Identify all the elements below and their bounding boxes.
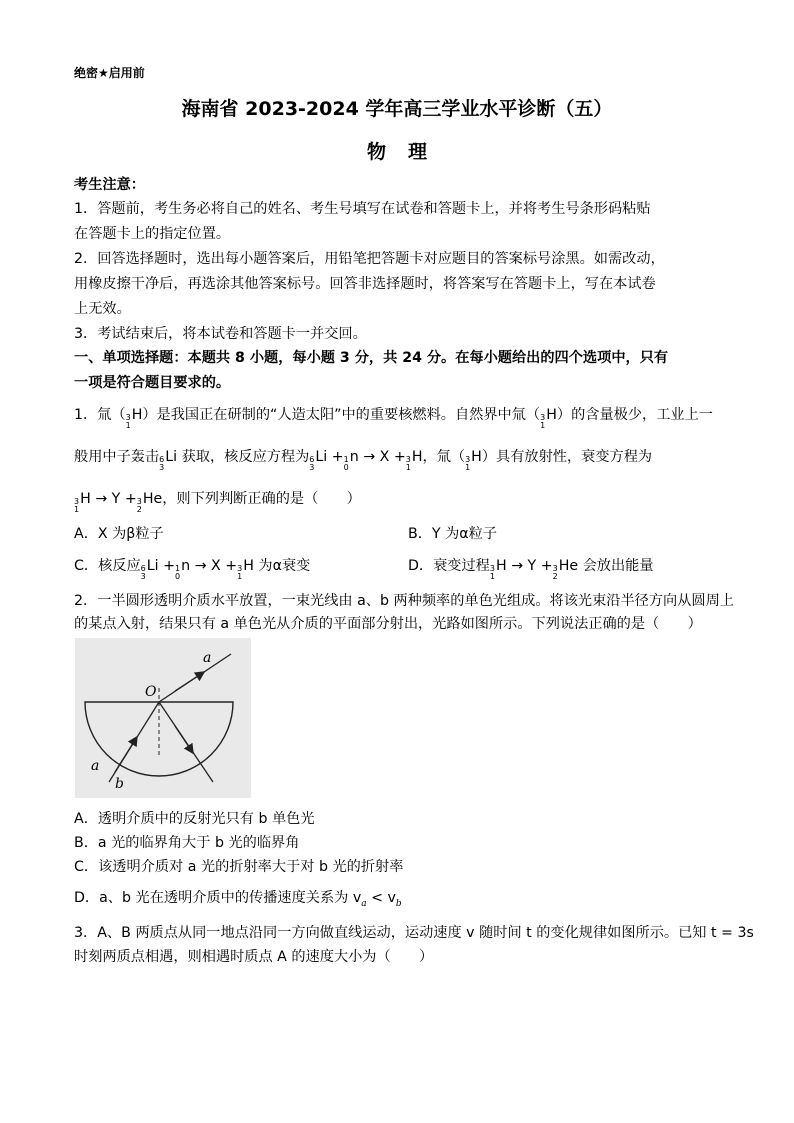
semicircle-optics-figure: [75, 638, 251, 798]
subject-title: 物理: [366, 141, 449, 163]
option-b: B．Y 为α粒子: [408, 526, 498, 542]
notice-line: 2．回答选择题时，选出每小题答案后，用铅笔把答题卡对应题目的答案标号涂黑。如需改动，: [74, 251, 665, 267]
question-3-line: 时刻两质点相遇，则相遇时质点 A 的速度大小为（ ）: [74, 949, 434, 965]
exam-title: 海南省 2023-2024 学年高三学业水平诊断（五）: [181, 98, 613, 120]
question-1-line: 3 1 H → Y + 3 2 He，则下列判断正确的是（ ）: [74, 491, 361, 514]
notice-line: 3．考试结束后，将本试卷和答题卡一并交回。: [74, 326, 367, 342]
optics-diagram: [75, 638, 251, 798]
notice-line: 上无效。: [74, 301, 131, 317]
notice-line: 1．答题前，考生务必将自己的姓名、考生号填写在试卷和答题卡上，并将考生号条形码粘贴: [74, 201, 651, 217]
option-d: D．a、b 光在透明介质中的传播速度关系为 $v_a < v_b$: [74, 890, 402, 909]
section-heading: 一、单项选择题：本题共 8 小题，每小题 3 分，共 24 分。在每小题给出的四个选项中，只有: [74, 350, 669, 366]
label-a-out: a: [203, 650, 212, 666]
question-2-line: 2．一半圆形透明介质水平放置，一束光线由 a、b 两种频率的单色光组成。将该光束沿半径方向从圆周上: [74, 593, 734, 609]
label-a-in: a: [91, 758, 100, 774]
notice-heading: 考生注意：: [74, 177, 145, 193]
notice-line: 用橡皮擦干净后，再选涂其他答案标号。回答非选择题时，将答案写在答题卡上，写在本试卷: [74, 276, 656, 292]
question-2-line: 的某点入射，结果只有 a 单色光从介质的平面部分射出，光路如图所示。下列说法正确的是（ ）: [74, 616, 702, 632]
option-d: D．衰变过程 3 1 H → Y + 3 2 He 会放出能量: [408, 558, 654, 581]
label-O: O: [145, 684, 157, 700]
option-c: C．该透明介质对 a 光的折射率大于对 b 光的折射率: [74, 859, 404, 875]
question-3-line: 3．A、B 两质点从同一地点沿同一方向做直线运动，运动速度 v 随时间 t 的变化规律如图所示。已知 t = 3s: [74, 925, 754, 941]
label-b-in: b: [115, 776, 124, 792]
confidential-label: 绝密★启用前: [74, 66, 145, 80]
notice-line: 在答题卡上的指定位置。: [74, 226, 231, 242]
option-c: C．核反应 6 3 Li + 1 0 n → X + 3 1 H 为α衰变: [74, 558, 311, 581]
question-1-line: 1．氚（ 3 1 H）是我国正在研制的“人造太阳”中的重要核燃料。自然界中氚（ 3 1 H）的含量极少，工业上一: [74, 407, 713, 430]
question-1-line: 般用中子轰击 6 3 Li 获取，核反应方程为 6 3 Li + 1 0 n → X + 3 1 H，氚（ 3 1 H）具有放射性，衰变方程为: [74, 449, 653, 472]
section-heading: 一项是符合题目要求的。: [74, 375, 231, 391]
option-b: B．a 光的临界角大于 b 光的临界角: [74, 835, 300, 851]
option-a: A．透明介质中的反射光只有 b 单色光: [74, 811, 315, 827]
option-a: A．X 为β粒子: [74, 526, 164, 542]
